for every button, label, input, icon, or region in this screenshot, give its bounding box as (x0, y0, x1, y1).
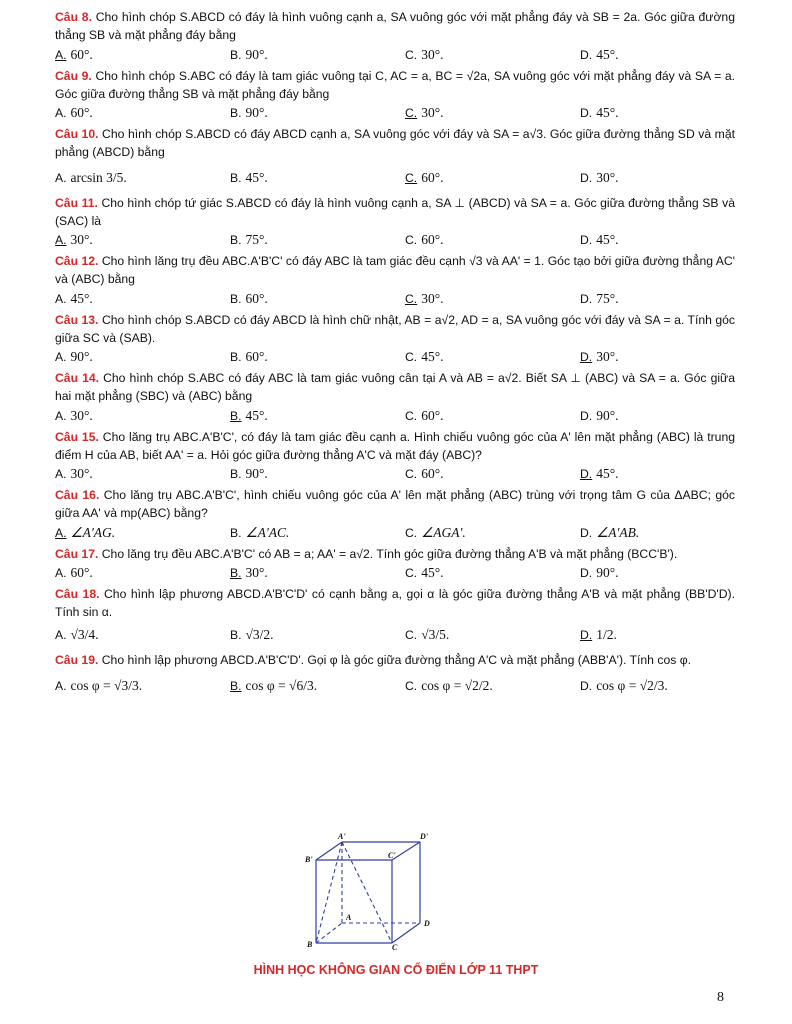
question-stem: Cho hình chóp S.ABC có đáy ABC là tam giác vuông cân tại A và AB = a√2. Biết SA ⊥ (ABC) và SA = a. Góc giữa hai mặt phẳng (SBC) và (ABC) bằng (55, 371, 735, 404)
option-a[interactable]: A. 60°. (55, 564, 93, 580)
option-d[interactable]: D. 45°. (580, 46, 619, 62)
question-10: Câu 10. Cho hình chóp S.ABCD có đáy ABCD cạnh a, SA vuông góc với đáy và SA = a√3. Góc giữa đường thẳng SD và mặt phẳng (ABCD) bằng (55, 127, 735, 160)
label-c1: C' (388, 851, 396, 860)
question-stem: Cho lăng trụ ABC.A'B'C', hình chiếu vuông góc của A' lên mặt phẳng (ABC) trùng với trọng tâm G của ΔABC; góc giữa AA' và mp(ABC) bằng? (55, 488, 736, 521)
option-c[interactable]: C. ∠AGA'. (405, 524, 466, 540)
question-list (55, 8, 735, 698)
option-a[interactable]: A. ∠A'AG. (55, 524, 116, 540)
question-stem: Cho hình lăng trụ đều ABC.A'B'C' có đáy ABC là tam giác đều cạnh √3 và AA' = 1. Góc tạo bởi giữa đường thẳng AC' và (ABC) bằng (55, 254, 736, 287)
option-b[interactable]: B. 75°. (230, 232, 268, 248)
option-c[interactable]: C. 60°. (405, 169, 444, 185)
label-a1: A' (338, 832, 346, 841)
question-9: Câu 9. Cho hình chóp S.ABC có đáy là tam giác vuông tại C, AC = a, BC = √2a, SA vuông góc với mặt phẳng đáy và SA = a. Góc giữa đường thẳng SB và mặt phẳng đáy bằng (55, 68, 735, 101)
option-b[interactable]: B. √3/2. (230, 627, 274, 643)
option-d[interactable]: D. 30°. (580, 349, 619, 365)
option-c[interactable]: C. √3/5. (405, 627, 450, 643)
question-stem: Cho hình lập phương ABCD.A'B'C'D'. Gọi φ là góc giữa đường thẳng A'C và mặt phẳng (ABB'A'). Tính cos φ. (101, 653, 691, 668)
question-stem: Cho hình chóp tứ giác S.ABCD có đáy là hình vuông cạnh a, SA ⊥ (ABCD) và SA = a. Góc giữa đường thẳng SB và (SAC) là (55, 195, 735, 228)
options-13 (55, 347, 735, 368)
question-13: Câu 13. Cho hình chóp S.ABCD có đáy ABCD là hình chữ nhật, AB = a√2, AD = a, SA vuông góc với đáy và SA = a. Tính góc giữa SC và (SAB). (55, 312, 736, 345)
option-c[interactable]: C. 30°. (405, 105, 444, 121)
option-b[interactable]: B. 90°. (230, 46, 268, 62)
option-c[interactable]: C. 30°. (405, 46, 444, 62)
option-d[interactable]: D. 90°. (580, 407, 619, 423)
option-b[interactable]: B. 60°. (230, 290, 268, 306)
option-a[interactable]: A. 60°. (55, 46, 93, 62)
option-d[interactable]: D. 45°. (580, 466, 619, 482)
page-number: 8 (717, 990, 724, 1005)
option-d[interactable]: D. 30°. (580, 169, 619, 185)
option-b[interactable]: B. 90°. (230, 105, 268, 121)
option-b[interactable]: B. 45°. (230, 407, 268, 423)
option-c[interactable]: C. 60°. (405, 466, 444, 482)
label-a: A (346, 913, 352, 922)
option-c[interactable]: C. cos φ = √2/2. (405, 677, 493, 693)
options-19 (55, 676, 735, 697)
option-b[interactable]: B. 30°. (230, 564, 268, 580)
option-a[interactable]: A. 30°. (55, 407, 93, 423)
label-d: D (424, 919, 430, 928)
label-c: C (392, 943, 398, 950)
footer-title: HÌNH HỌC KHÔNG GIAN CỔ ĐIỂN LỚP 11 THPT (253, 963, 539, 977)
question-stem: Cho hình chóp S.ABCD có đáy ABCD cạnh a, SA vuông góc với đáy và SA = a√3. Góc giữa đường thẳng SD và mặt phẳng (ABCD) bằng (55, 127, 735, 160)
question-12: Câu 12. Cho hình lăng trụ đều ABC.A'B'C' có đáy ABC là tam giác đều cạnh √3 và AA' = 1. Góc tạo bởi giữa đường thẳng AC' và (ABC) bằng (55, 254, 736, 287)
option-d[interactable]: D. 75°. (580, 290, 619, 306)
question-stem: Cho hình lập phương ABCD.A'B'C'D' có cạnh bằng a, gọi α là góc giữa đường thẳng A'B và mặt phẳng (BB'D'D). Tính sin α. (55, 586, 735, 620)
option-a[interactable]: A. arcsin 3/5. (55, 169, 127, 185)
option-c[interactable]: C. 60°. (405, 232, 444, 248)
options-16 (55, 523, 735, 544)
question-stem: Cho lăng trụ đều ABC.A'B'C' có AB = a; AA' = a√2. Tính góc giữa đường thẳng A'B và mặt phẳng (BCC'B'). (101, 546, 678, 561)
options-11 (55, 230, 735, 251)
option-b[interactable]: B. ∠A'AC. (230, 524, 290, 540)
option-b[interactable]: B. 45°. (230, 169, 268, 185)
question-stem: Cho lăng trụ ABC.A'B'C', có đáy là tam giác đều cạnh a. Hình chiếu vuông góc của A' lên mặt phẳng (ABC) là trung điểm H của AB, biết AA' = a. Hỏi góc giữa đường thẳng A'C và mặt đáy (ABC)? (55, 429, 736, 462)
option-a[interactable]: A. 45°. (55, 290, 93, 306)
option-b[interactable]: B. 90°. (230, 466, 268, 482)
question-8: Câu 8. Cho hình chóp S.ABCD có đáy là hình vuông cạnh a, SA vuông góc với mặt phẳng đáy và SB = 2a. Góc giữa đường thẳng SB và mặt phẳng đáy bằng (55, 10, 735, 43)
option-d[interactable]: D. 1/2. (580, 627, 617, 643)
option-b[interactable]: B. cos φ = √6/3. (230, 677, 318, 693)
option-d[interactable]: D. ∠A'AB. (580, 524, 640, 540)
options-10 (55, 168, 735, 189)
options-9 (55, 103, 735, 124)
option-d[interactable]: D. 45°. (580, 232, 619, 248)
option-c[interactable]: C. 45°. (405, 349, 444, 365)
options-15 (55, 464, 735, 485)
question-16: Câu 16. Cho lăng trụ ABC.A'B'C', hình chiếu vuông góc của A' lên mặt phẳng (ABC) trùng với trọng tâm G của ΔABC; góc giữa AA' và mp(ABC) bằng? (55, 488, 736, 521)
option-a[interactable]: A. cos φ = √3/3. (55, 677, 143, 693)
options-14 (55, 406, 735, 427)
options-17 (55, 563, 735, 584)
option-a[interactable]: A. 90°. (55, 349, 93, 365)
question-14: Câu 14. Cho hình chóp S.ABC có đáy ABC là tam giác vuông cân tại A và AB = a√2. Biết SA ⊥ (ABC) và SA = a. Góc giữa hai mặt phẳng (SBC) và (ABC) bằng (55, 371, 735, 404)
label-b1: B' (305, 855, 313, 864)
option-a[interactable]: A. 30°. (55, 232, 93, 248)
option-d[interactable]: D. 45°. (580, 105, 619, 121)
options-18 (55, 625, 735, 646)
question-18: Câu 18. Cho hình lập phương ABCD.A'B'C'D' có cạnh bằng a, gọi α là góc giữa đường thẳng A'B và mặt phẳng (BB'D'D). Tính sin α. (55, 586, 735, 620)
question-stem: Cho hình chóp S.ABCD có đáy ABCD là hình chữ nhật, AB = a√2, AD = a, SA vuông góc với đáy và SA = a. Tính góc giữa SC và (SAB). (55, 312, 736, 345)
label-d1: D' (420, 832, 428, 841)
options-8 (55, 45, 735, 66)
option-a[interactable]: A. 60°. (55, 105, 93, 121)
option-c[interactable]: C. 30°. (405, 290, 444, 306)
question-17: Câu 17. Cho lăng trụ đều ABC.A'B'C' có AB = a; AA' = a√2. Tính góc giữa đường thẳng A'B và mặt phẳng (BCC'B'). (55, 546, 678, 561)
edge-c1d1 (392, 842, 420, 860)
option-c[interactable]: C. 45°. (405, 564, 444, 580)
label-b: B (307, 940, 313, 949)
option-d[interactable]: D. 90°. (580, 564, 619, 580)
question-stem: Cho hình chóp S.ABC có đáy là tam giác vuông tại C, AC = a, BC = √2a, SA vuông góc với mặt phẳng đáy và SA = a. Góc giữa đường thẳng SB và mặt phẳng đáy bằng (55, 68, 735, 101)
cube-diagram (300, 830, 440, 950)
option-a[interactable]: A. 30°. (55, 466, 93, 482)
question-19: Câu 19. Cho hình lập phương ABCD.A'B'C'D'. Gọi φ là góc giữa đường thẳng A'C và mặt phẳng (ABB'A'). Tính cos φ. (55, 653, 691, 668)
question-15: Câu 15. Cho lăng trụ ABC.A'B'C', có đáy là tam giác đều cạnh a. Hình chiếu vuông góc của A' lên mặt phẳng (ABC) là trung điểm H của AB, biết AA' = a. Hỏi góc giữa đường thẳng A'C và mặt đáy (ABC)? (55, 429, 736, 462)
question-stem: Cho hình chóp S.ABCD có đáy là hình vuông cạnh a, SA vuông góc với mặt phẳng đáy và SB = 2a. Góc giữa đường thẳng SB và mặt phẳng đáy bằng (55, 10, 735, 43)
option-c[interactable]: C. 60°. (405, 407, 444, 423)
question-11: Câu 11. Cho hình chóp tứ giác S.ABCD có đáy là hình vuông cạnh a, SA ⊥ (ABCD) và SA = a. Góc giữa đường thẳng SB và (SAC) là (55, 195, 735, 228)
options-12 (55, 289, 735, 310)
option-a[interactable]: A. √3/4. (55, 627, 99, 643)
diagonal-a1c (342, 842, 392, 943)
option-b[interactable]: B. 60°. (230, 349, 268, 365)
edge-cd (392, 923, 420, 943)
option-d[interactable]: D. cos φ = √2/3. (580, 677, 668, 693)
cube-figure (300, 830, 440, 953)
